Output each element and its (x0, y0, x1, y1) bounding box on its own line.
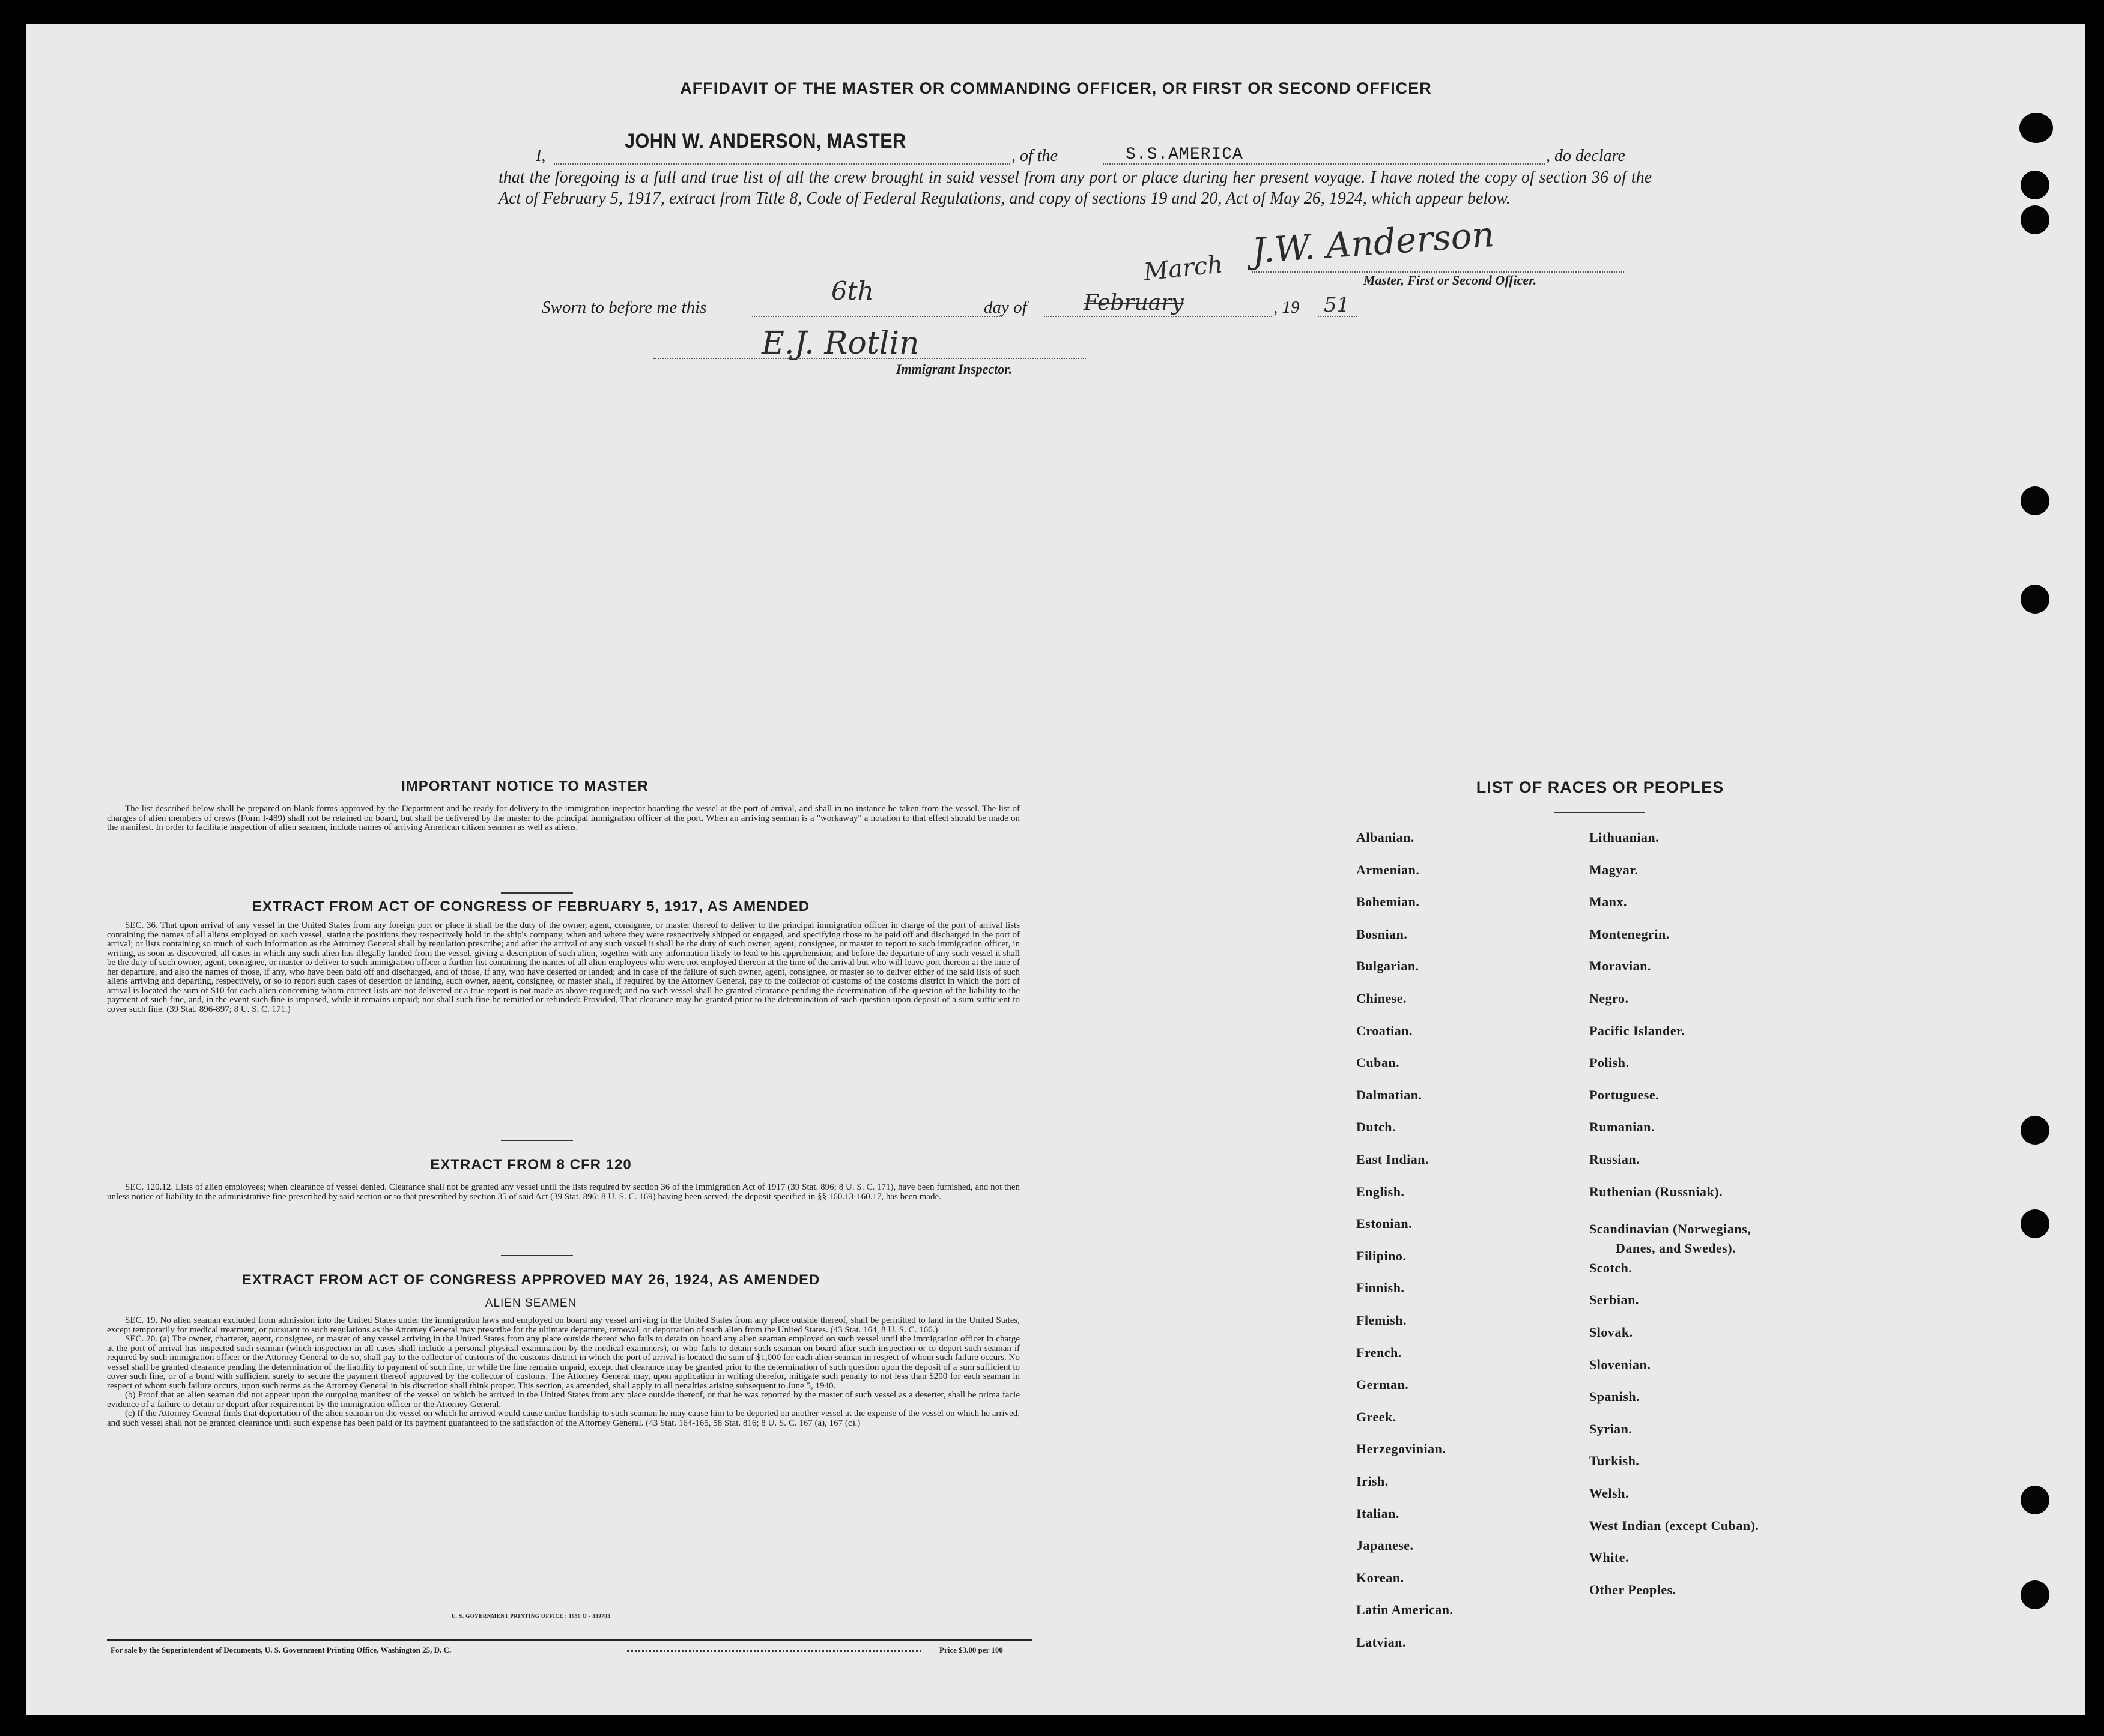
race-item: Cuban. (1356, 1055, 1400, 1071)
notice-title: IMPORTANT NOTICE TO MASTER (401, 778, 649, 794)
cfr-title: EXTRACT FROM 8 CFR 120 (430, 1157, 632, 1173)
inspector-signature-line (653, 358, 1086, 359)
year-value: 51 (1324, 293, 1350, 317)
race-item: Danes, and Swedes). (1616, 1240, 1736, 1256)
vessel-name: S.S.AMERICA (1126, 145, 1243, 164)
punch-hole (2021, 1116, 2049, 1145)
cfr-text (107, 1183, 1020, 1202)
race-item: Irish. (1356, 1474, 1389, 1489)
punch-hole (2021, 585, 2049, 614)
day-value: 6th (831, 276, 874, 306)
master-signature-label: Master, First or Second Officer. (1363, 273, 1537, 288)
race-item: Flemish. (1356, 1313, 1407, 1328)
punch-hole (2021, 1486, 2049, 1514)
do-declare-label: , do declare (1546, 147, 1625, 165)
sec-20c-paragraph: (c) If the Attorney General finds that deportation of the alien seaman on the vessel on which he arrived would cause undue hardship to such seaman he may cause him to be deported on another vessel at the expense of the vessel on which he arrived, and such vessel shall not be granted clearance until such expense has been paid or its payment guaranteed to the satisfaction of the Attorney General. (43 Stat. 164-165, 58 Stat. 816; 8 U. S. C. 167 (a), 167 (c).) (107, 1409, 1020, 1428)
race-item: Italian. (1356, 1505, 1399, 1521)
race-item: Finnish. (1356, 1280, 1405, 1296)
race-item: Dalmatian. (1356, 1087, 1422, 1102)
races-title: LIST OF RACES OR PEOPLES (1476, 778, 1724, 796)
punch-hole (2021, 1209, 2049, 1238)
race-item: Montenegrin. (1589, 926, 1670, 942)
month-struck: February (1084, 291, 1184, 315)
printing-office-note: U. S. GOVERNMENT PRINTING OFFICE : 1950 O - 889708 (451, 1613, 611, 1619)
race-item: Manx. (1589, 894, 1627, 910)
race-item: Latvian. (1356, 1635, 1406, 1650)
punch-hole (2021, 171, 2049, 199)
extract-1924-text (107, 1316, 1020, 1428)
race-item: Welsh. (1589, 1486, 1629, 1501)
race-item: Lithuanian. (1589, 830, 1660, 845)
race-item: Filipino. (1356, 1248, 1407, 1263)
footer-rule (107, 1639, 1032, 1641)
race-item: Chinese. (1356, 991, 1407, 1006)
sec-20b-paragraph: (b) Proof that an alien seaman did not appear upon the outgoing manifest of the vessel on which he arrived in the United States from any place outside thereof, or that he was reported by the master of such vessel as a deserter, shall be prima facie evidence of a failure to detain or deport after requirement by the immigration officer or the Attorney General. (107, 1390, 1020, 1409)
race-item: East Indian. (1356, 1152, 1429, 1167)
race-item: Bohemian. (1356, 894, 1420, 910)
race-item: Russian. (1589, 1152, 1640, 1167)
document-page (26, 24, 2085, 1715)
race-item: Spanish. (1589, 1389, 1640, 1405)
race-item: Polish. (1589, 1055, 1630, 1071)
race-item: Scandinavian (Norwegians, (1589, 1221, 1751, 1236)
race-item: Serbian. (1589, 1292, 1639, 1308)
cfr-paragraph: SEC. 120.12. Lists of alien employees; when clearance of vessel denied. Clearance shall not be granted any vessel until the lists required by section 36 of the Immigration Act of 1917 (39 Stat. 896; 8 U. S. C. 171), have been furnished, and not then unless notice of liability to the administrative fine prescribed by said section or to that prescribed by section 35 of said Act (39 Stat. 896; 8 U. S. C. 169) having been served, the deposit specified in §§ 160.13-160.17, has been made. (107, 1182, 1020, 1202)
race-item: German. (1356, 1377, 1409, 1393)
notice-paragraph: The list described below shall be prepared on blank forms approved by the Department and be ready for delivery to the immigration inspector boarding the vessel at the port of arrival, and shall in no instance be taken from the vessel. The list of changes of alien members of crews (Form I-489) shall not be retained on board, but shall be delivered by the master to the principal immigration officer at the port. When an arriving seaman is a "workaway" a notation to that effect should be made on the manifest. In order to facilitate inspection of alien seamen, include names of arriving American citizen seamen as well as aliens. (107, 804, 1020, 832)
race-item: Rumanian. (1589, 1119, 1655, 1135)
race-item: Other Peoples. (1589, 1582, 1676, 1597)
race-item: Estonian. (1356, 1216, 1413, 1232)
punch-hole (2021, 205, 2049, 234)
race-item: Albanian. (1356, 830, 1414, 845)
extract-1917-paragraph: SEC. 36. That upon arrival of any vessel in the United States from any foreign port or place it shall be the duty of the owner, agent, consignee, or master thereof to deliver to the principal immigration officer in charge of the port of arrival lists containing the names of all aliens employed on such vessel, stating the positions they respectively hold in the ship's company, when and where they were respectively shipped or engaged, and specifying those to be paid off and discharged in the port of arrival; or lists containing so much of such information as the Attorney General shall by regulation prescribe; and after the arrival of any such vessel it shall be the duty of such owner, agent, consignee, or master to report to such immigration officer, in writing, as soon as discovered, all cases in which any such alien has illegally landed from the vessel, giving a description of such alien, together with any information likely to lead to his apprehension; and before the departure of any such vessel it shall be the duty of such owner, agent, consignee, or master to deliver to such immigration officer a further list containing the names of all alien employees who were not employed thereon at the time of the arrival but who will leave port thereon at the time of her departure, and also the names of those, if any, who have been paid off and discharged, and of those, if any, who have deserted or landed; and in case of the failure of such owner, agent, consignee, or master so to deliver either of the said lists of such aliens arriving and departing, respectively, or so to report such cases of desertion or landing, such owner, agent, consignee, or master shall, if required by the Attorney General, pay to the collector of customs of the costoms district in which the port of arrival is located the sum of $10 for each alien concerning whom correct lists are not delivered or a true report is not made as above required; and no such vessel shall be granted clearance pending the determination of the question of the liability to the payment of such fine, and, in the event such fine is imposed, while it remains unpaid; nor shall such fine be remitted or refunded: Provided, That clearance may be granted prior to the determination of such question upon deposit of a sum sufficient to cover such fine. (39 Stat. 896-897; 8 U. S. C. 171.) (107, 921, 1020, 1014)
race-item: Herzegovinian. (1356, 1441, 1446, 1457)
race-item: Portuguese. (1589, 1087, 1660, 1102)
extract-1924-title: EXTRACT FROM ACT OF CONGRESS APPROVED MAY 26, 1924, AS AMENDED (241, 1272, 820, 1288)
race-item: Ruthenian (Russniak). (1589, 1184, 1723, 1199)
divider (501, 892, 573, 894)
divider (501, 1140, 573, 1141)
notice-text (107, 805, 1020, 833)
race-item: Latin American. (1356, 1602, 1454, 1618)
affidavit-title: AFFIDAVIT OF THE MASTER OR COMMANDING OFFICER, OR FIRST OR SECOND OFFICER (680, 79, 1432, 97)
extract-1917-text (107, 921, 1020, 1014)
extract-1917-title: EXTRACT FROM ACT OF CONGRESS OF FEBRUARY 5, 1917, AS AMENDED (252, 898, 810, 915)
race-item: West Indian (except Cuban). (1589, 1517, 1759, 1533)
race-item: English. (1356, 1184, 1405, 1199)
affidavit-i-label: I, (536, 147, 546, 165)
affidavit-body: that the foregoing is a full and true list of all the crew brought in said vessel from any port or place during her present voyage. I have noted the copy of section 36 of the Act of February 5, 1917, extract from Title 8, Code of Federal Regulations, and copy of sections 19 and 20, Act of May 26, 1924, which appear below. (499, 168, 1652, 208)
race-item: Japanese. (1356, 1538, 1414, 1553)
race-item: Slovak. (1589, 1325, 1633, 1340)
race-item: Syrian. (1589, 1421, 1633, 1436)
month-value: March (1142, 250, 1225, 286)
race-item: Scotch. (1589, 1260, 1633, 1275)
master-name: JOHN W. ANDERSON, MASTER (625, 130, 906, 153)
name-line (554, 163, 1010, 165)
race-item: Turkish. (1589, 1453, 1640, 1469)
year-prefix: , 19 (1273, 298, 1300, 317)
sec-19-paragraph: SEC. 19. No alien seaman excluded from admission into the United States under the immigration laws and employed on board any vessel arriving in the United States from any place outside thereof, shall be permitted to land in the United States, except temporarily for medical treatment, or pursuant to such regulations as the Attorney General may prescribe for the ultimate departure, removal, or deportation of such alien from the United States. (43 Stat. 164, 8 U. S. C. 166.) (107, 1316, 1020, 1335)
race-item: Armenian. (1356, 862, 1420, 877)
day-of-label: day of (984, 298, 1027, 317)
month-line (1044, 316, 1272, 317)
punch-hole (2021, 1580, 2049, 1609)
race-item: White. (1589, 1550, 1629, 1565)
race-item: Moravian. (1589, 958, 1651, 974)
race-item: Negro. (1589, 991, 1629, 1006)
day-line (752, 316, 1002, 317)
race-item: French. (1356, 1344, 1402, 1360)
race-item: Dutch. (1356, 1119, 1396, 1135)
race-item: Pacific Islander. (1589, 1023, 1685, 1038)
footer-right: Price $3.00 per 100 (939, 1645, 1003, 1654)
race-item: Croatian. (1356, 1023, 1413, 1038)
race-item: Bulgarian. (1356, 958, 1419, 974)
footer-left: For sale by the Superintendent of Documents, U. S. Government Printing Office, Washington 25, D. C. (111, 1645, 452, 1654)
race-item: Slovenian. (1589, 1356, 1651, 1372)
punch-hole (2021, 486, 2049, 515)
race-item: Korean. (1356, 1570, 1404, 1585)
sworn-label: Sworn to before me this (542, 298, 707, 317)
punch-hole (2019, 113, 2053, 143)
divider (501, 1255, 573, 1256)
footer-leader (627, 1650, 921, 1652)
alien-seamen-subtitle: ALIEN SEAMEN (485, 1297, 577, 1310)
race-item: Greek. (1356, 1409, 1396, 1424)
of-the-label: , of the (1011, 147, 1058, 165)
races-divider (1554, 812, 1645, 813)
sec-20a-paragraph: SEC. 20. (a) The owner, charterer, agent, consignee, or master of any vessel arriving in the United States from any place outside thereof who fails to detain on board any alien seaman employed on such vessel until the immigration officer in charge at the port of arrival has inspected such seaman (which inspection in all cases shall include a personal physical examination by the medical examiners), or who fails to detain such seaman on board after such inspection or to deport such seaman if required by such immigration officer or the Attorney General to do so, shall pay to the collector of customs of the customs district in which the port of arrival is located the sum of $1,000 for each alien seaman in respect of whom such failure occurs. No vessel shall be granted clearance pending the determination of the liability to payment of such fine, or while the fine remains unpaid, except that clearance may be granted prior to the determination of such question upon the deposit of a sum sufficient to cover such fine, or of a bond with sufficient surety to secure the payment thereof approved by the collector of customs. The Attorney General may, upon application in writing therefor, mitigate such penalty to not less than $200 for each seaman in respect of whom such failure occurs, upon such terms as the Attorney General in his discretion shall think proper. This section, as amended, shall apply to all penalties arising subsequent to June 5, 1940. (107, 1334, 1020, 1391)
inspector-label: Immigrant Inspector. (896, 361, 1013, 377)
race-item: Bosnian. (1356, 926, 1408, 942)
master-signature: J.W. Anderson (1251, 213, 1496, 272)
race-item: Magyar. (1589, 862, 1639, 877)
inspector-signature: E.J. Rotlin (762, 325, 920, 361)
